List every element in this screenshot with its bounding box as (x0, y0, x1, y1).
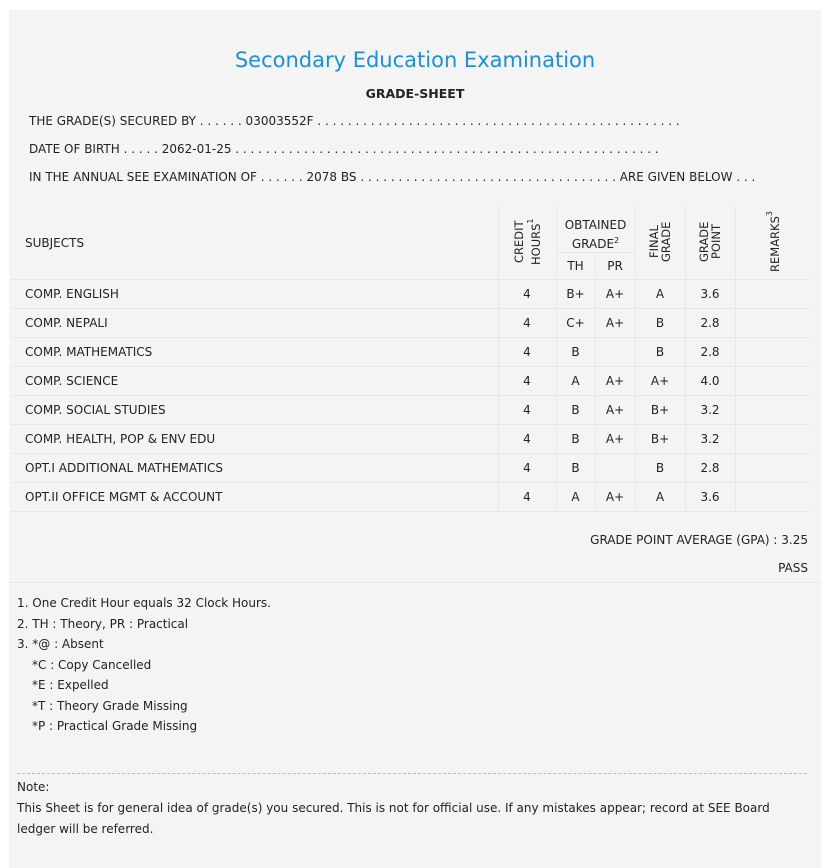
credit-hours-cell: 4 (498, 454, 556, 483)
header-credit-hours-sup: 1 (525, 217, 535, 223)
theory-grade-cell: B (556, 454, 595, 483)
remarks-cell (735, 309, 809, 338)
header-remarks (735, 206, 809, 280)
theory-grade-cell: A (556, 367, 595, 396)
remarks-cell (735, 454, 809, 483)
final-grade-cell: B+ (635, 396, 685, 425)
grade-point-cell: 4.0 (685, 367, 735, 396)
practical-grade-cell: A+ (595, 396, 635, 425)
dashed-divider (17, 773, 807, 774)
grade-point-cell: 2.8 (685, 454, 735, 483)
theory-grade-cell: B (556, 338, 595, 367)
credit-hours-cell: 4 (498, 483, 556, 512)
result-status: PASS (778, 561, 808, 575)
theory-grade-cell: B+ (556, 280, 595, 309)
credit-hours-cell: 4 (498, 338, 556, 367)
credit-hours-cell: 4 (498, 309, 556, 338)
final-grade-cell: B+ (635, 425, 685, 454)
remarks-cell (735, 425, 809, 454)
theory-grade-cell: B (556, 396, 595, 425)
practical-grade-cell (595, 338, 635, 367)
note-section (17, 777, 807, 840)
note-label: Note: (17, 780, 50, 794)
header-obtained-line2: GRADE (571, 237, 615, 251)
grade-point-cell: 3.6 (685, 483, 735, 512)
exam-line: IN THE ANNUAL SEE EXAMINATION OF . . . . . . 2078 BS . . . . . . . . . . . . . . . . . . . . . . . . . . . . . . . . . . ARE GIVEN BELOW . . . (29, 170, 756, 184)
practical-grade-cell: A+ (595, 425, 635, 454)
header-credit-hours-label: CREDIT HOURS (511, 219, 543, 265)
table-row (11, 367, 809, 396)
table-row (11, 309, 809, 338)
footnote-item: *P : Practical Grade Missing (32, 719, 198, 733)
grade-point-cell: 2.8 (685, 338, 735, 367)
subject-cell: OPT.I ADDITIONAL MATHEMATICS (11, 454, 498, 483)
remarks-cell (735, 338, 809, 367)
header-grade-point (685, 206, 735, 280)
footnote-item: 1. One Credit Hour equals 32 Clock Hours. (17, 596, 271, 610)
header-grade-point-label: GRADE POINT (697, 220, 723, 262)
theory-grade-cell: B (556, 425, 595, 454)
subject-cell: COMP. SCIENCE (11, 367, 498, 396)
header-credit-hours (498, 206, 556, 280)
divider (9, 582, 821, 583)
practical-grade-cell: A+ (595, 367, 635, 396)
footnotes (17, 593, 271, 737)
subject-cell: COMP. SOCIAL STUDIES (11, 396, 498, 425)
theory-grade-cell: A (556, 483, 595, 512)
footnote-item: *E : Expelled (32, 678, 109, 692)
remarks-cell (735, 367, 809, 396)
header-obtained-sup: 2 (614, 236, 620, 245)
page-title: Secondary Education Examination (234, 48, 596, 72)
header-obtained-grade (556, 206, 635, 253)
final-grade-cell: A+ (635, 367, 685, 396)
final-grade-cell: B (635, 309, 685, 338)
secured-by-line: THE GRADE(S) SECURED BY . . . . . . 03003552F . . . . . . . . . . . . . . . . . . . . . . . . . . . . . . . . . . . . . . . . . . . . . . . . (29, 114, 680, 128)
credit-hours-cell: 4 (498, 367, 556, 396)
footnote-item: *C : Copy Cancelled (32, 657, 152, 672)
subject-cell: COMP. NEPALI (11, 309, 498, 338)
grade-point-cell: 3.2 (685, 425, 735, 454)
footnote-item: *T : Theory Grade Missing (32, 698, 188, 713)
final-grade-cell: B (635, 338, 685, 367)
subject-cell: COMP. HEALTH, POP & ENV EDU (11, 425, 498, 454)
credit-hours-cell: 4 (498, 425, 556, 454)
table-row (11, 454, 809, 483)
practical-grade-cell (595, 454, 635, 483)
header-pr: PR (595, 253, 635, 280)
table-row (11, 425, 809, 454)
final-grade-cell: A (635, 483, 685, 512)
header-obtained-line1: OBTAINED (564, 218, 627, 232)
table-row (11, 280, 809, 309)
practical-grade-cell: A+ (595, 483, 635, 512)
header-subjects: SUBJECTS (11, 206, 498, 280)
remarks-cell (735, 483, 809, 512)
practical-grade-cell: A+ (595, 309, 635, 338)
final-grade-cell: A (635, 280, 685, 309)
grade-sheet (9, 10, 821, 868)
remarks-cell (735, 396, 809, 425)
footnote-item: 3. *@ : Absent (17, 637, 104, 651)
table-row (11, 483, 809, 512)
table-row (11, 396, 809, 425)
grade-point-cell: 2.8 (685, 309, 735, 338)
subject-cell: COMP. ENGLISH (11, 280, 498, 309)
header-remarks-label: REMARKS (767, 215, 782, 272)
dob-line: DATE OF BIRTH . . . . . 2062-01-25 . . . . . . . . . . . . . . . . . . . . . . . . . . . . . . . . . . . . . . . . . . . . . . . . . . . . . . . . (29, 142, 659, 156)
grades-table (11, 206, 809, 512)
subject-cell: COMP. MATHEMATICS (11, 338, 498, 367)
remarks-cell (735, 280, 809, 309)
grade-point-cell: 3.6 (685, 280, 735, 309)
gpa-summary: GRADE POINT AVERAGE (GPA) : 3.25 (590, 533, 808, 547)
header-remarks-sup: 3 (764, 210, 774, 216)
page-subtitle: GRADE-SHEET (365, 86, 465, 101)
final-grade-cell: B (635, 454, 685, 483)
theory-grade-cell: C+ (556, 309, 595, 338)
header-final-grade (635, 206, 685, 280)
note-text: This Sheet is for general idea of grade(s) you secured. This is not for official use. If any mistakes appear; record at SEE Board ledger will be referred. (17, 801, 770, 836)
header-th: TH (556, 253, 595, 280)
practical-grade-cell: A+ (595, 280, 635, 309)
subject-cell: OPT.II OFFICE MGMT & ACCOUNT (11, 483, 498, 512)
credit-hours-cell: 4 (498, 280, 556, 309)
credit-hours-cell: 4 (498, 396, 556, 425)
header-final-grade-label: FINAL GRADE (647, 220, 673, 262)
footnote-item: 2. TH : Theory, PR : Practical (17, 616, 189, 631)
grade-point-cell: 3.2 (685, 396, 735, 425)
table-row (11, 338, 809, 367)
